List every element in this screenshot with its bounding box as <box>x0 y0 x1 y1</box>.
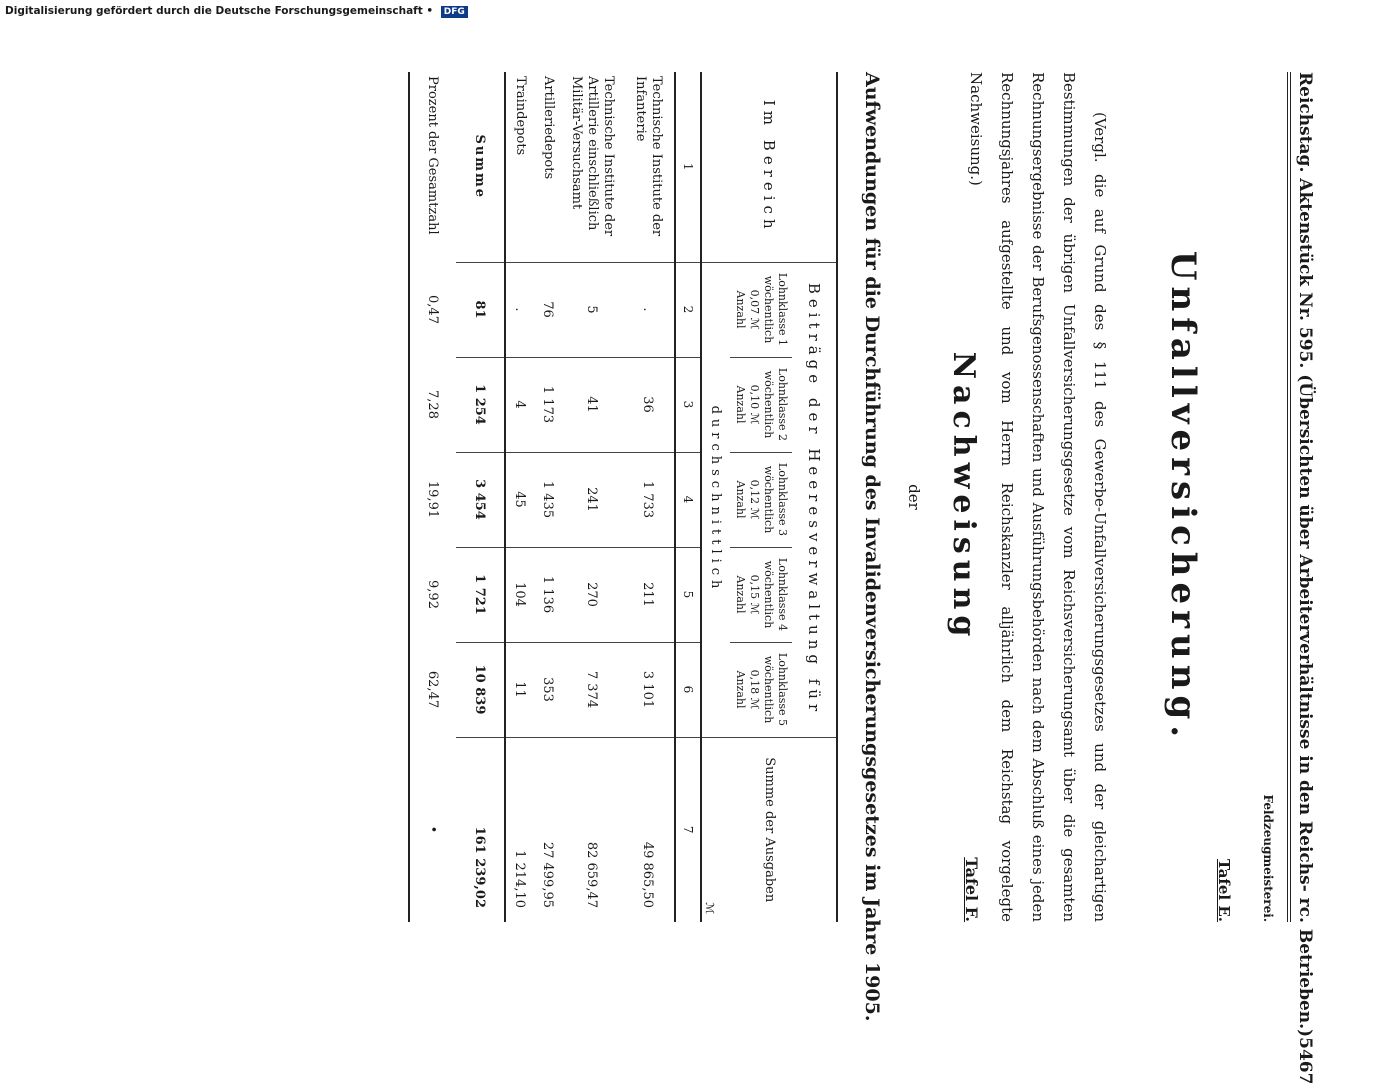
lohnklasse-freq: wöchentlich <box>762 655 775 724</box>
cell-value: 241 <box>562 452 622 547</box>
lohnklasse-freq: wöchentlich <box>762 560 775 629</box>
cell-value: 211 <box>622 547 675 642</box>
lohnklasse-name: Lohnklasse 4 <box>776 557 789 632</box>
lohnklasse-4-header <box>730 547 792 642</box>
lohnklasse-name: Lohnklasse 3 <box>776 462 789 537</box>
cell-value: . <box>622 262 675 357</box>
lohnklasse-3-header <box>730 452 792 547</box>
sum-value: 1 721 <box>456 547 505 642</box>
lohnklasse-unit: Anzahl <box>734 385 747 424</box>
cell-value: 49 865,50 <box>622 737 675 922</box>
page-number: 5467 <box>1295 1037 1315 1084</box>
col-number: 1 <box>675 72 701 262</box>
lohnklasse-name: Lohnklasse 1 <box>776 272 789 347</box>
sum-value: 1 254 <box>456 357 505 452</box>
cell-value: 45 <box>505 452 534 547</box>
col-number: 6 <box>675 642 701 737</box>
cell-value: 353 <box>534 642 562 737</box>
cell-value: 82 659,47 <box>562 737 622 922</box>
header-rule <box>1290 72 1291 922</box>
sum-value: 81 <box>456 262 505 357</box>
der-text: der <box>905 484 923 510</box>
cell-value: 1 214,10 <box>505 737 534 922</box>
cell-value: 1 435 <box>534 452 562 547</box>
main-title: Unfallversicherung. <box>1163 250 1203 744</box>
percent-row <box>409 72 456 922</box>
column-number-row <box>675 72 701 922</box>
sum-col-title: Summe der Ausgaben <box>762 757 777 903</box>
table-row <box>534 72 562 922</box>
header-rule-thin <box>1287 72 1288 922</box>
row-label: Artilleriedepots <box>541 76 556 180</box>
note-text: (Vergl. die auf Grund des § 111 des Gewerbe-Unfallversicherungsgesetzes und der gleichartigen Bestimmungen der übrigen Unfallversicherungsgesetze vom Reichsversicherungsamt über die gesamten Rechnungsergebnisse der Berufsgenossenschaften und Ausführungsbehörden nach dem Abschluß eines jeden Rechnungsjahres aufgestellte und vom Herrn Reichskanzler alljährlich dem Reichstag vorgelegte Nachweisung.) <box>967 72 1109 922</box>
cell-value: 104 <box>505 547 534 642</box>
percent-value: 62,47 <box>425 670 441 709</box>
lohnklasse-rate: 0,18 ℳ <box>748 669 761 710</box>
tafel-f-label: Tafel F. <box>962 857 981 922</box>
lohnklasse-unit: Anzahl <box>734 480 747 519</box>
lohnklasse-5-header <box>730 642 792 737</box>
group-header: Beiträge der Heeresverwaltung für <box>792 262 837 737</box>
row-label: Technische Institute der Infanterie <box>633 76 664 237</box>
lohnklasse-rate: 0,07 ℳ <box>748 289 761 330</box>
cell-value: 36 <box>622 357 675 452</box>
data-table <box>408 72 838 922</box>
lohnklasse-freq: wöchentlich <box>762 465 775 534</box>
lohnklasse-name: Lohnklasse 5 <box>776 652 789 727</box>
sum-row <box>456 72 505 922</box>
col1-header: Im Bereich <box>760 99 778 234</box>
sum-value: 161 239,02 <box>456 737 505 922</box>
lohnklasse-2-header <box>730 357 792 452</box>
page-header <box>1295 72 1315 1084</box>
percent-value: 0,47 <box>425 295 441 324</box>
lohnklasse-name: Lohnklasse 2 <box>776 367 789 442</box>
sum-col-header <box>701 737 837 922</box>
dfg-logo: DFG <box>441 6 468 18</box>
header-title: Reichstag. Aktenstück Nr. 595. (Übersichten über Arbeiterverhältnisse in den Reichs- rc. Betrieben.) <box>1295 72 1315 1038</box>
cell-value: 7 374 <box>562 642 622 737</box>
sum-value: 10 839 <box>456 642 505 737</box>
col-number: 7 <box>681 825 695 834</box>
cell-value: 11 <box>505 642 534 737</box>
row-label: Technische Institute der Artillerie einschließlich Militär-Versuchsamt <box>569 76 616 237</box>
percent-value: 7,28 <box>425 390 441 419</box>
table-subtitle: Aufwendungen für die Durchführung des Invalidenversicherungsgesetzes im Jahre 1905. <box>861 72 883 1022</box>
cell-value: 1 136 <box>534 547 562 642</box>
cell-value: 27 499,95 <box>534 737 562 922</box>
col-number: 2 <box>675 262 701 357</box>
lohnklasse-freq: wöchentlich <box>762 370 775 439</box>
lohnklasse-unit: Anzahl <box>734 670 747 709</box>
tafel-e-label: Tafel E. <box>1215 858 1233 922</box>
sum-label: Summe <box>456 72 505 262</box>
digitization-text: Digitalisierung gefördert durch die Deutsche Forschungsgemeinschaft • <box>5 5 434 17</box>
cell-value: 41 <box>562 357 622 452</box>
lohnklasse-rate: 0,10 ℳ <box>748 384 761 425</box>
lohnklasse-freq: wöchentlich <box>762 275 775 344</box>
cell-value: 3 101 <box>622 642 675 737</box>
col-number: 4 <box>675 452 701 547</box>
cell-value: 270 <box>562 547 622 642</box>
cell-value: 4 <box>505 357 534 452</box>
lohnklasse-1-header <box>730 262 792 357</box>
cell-value: 1 173 <box>534 357 562 452</box>
cell-value: 76 <box>534 262 562 357</box>
nachweisung-title: Nachweisung <box>946 351 981 643</box>
cell-value: . <box>505 262 534 357</box>
lohnklasse-rate: 0,12 ℳ <box>748 479 761 520</box>
percent-value: 19,91 <box>425 480 441 519</box>
table-row <box>622 72 675 922</box>
table-row <box>505 72 534 922</box>
col-number-7 <box>675 737 716 922</box>
row-label: Traindepots <box>513 76 528 156</box>
lohnklasse-unit: Anzahl <box>734 575 747 614</box>
cell-value: 1 733 <box>622 452 675 547</box>
table-row <box>562 72 622 922</box>
percent-label: Prozent der Gesamtzahl <box>425 76 441 235</box>
col-number: 5 <box>675 547 701 642</box>
percent-value: 9,92 <box>425 580 441 609</box>
lohnklasse-rate: 0,15 ℳ <box>748 574 761 615</box>
cell-value: 5 <box>562 262 622 357</box>
sum-value: 3 454 <box>456 452 505 547</box>
note-paragraph <box>960 72 1115 922</box>
durchschnittlich-label: durchschnittlich <box>701 262 730 737</box>
sum-col-unit: ℳ <box>703 902 716 914</box>
digitization-credit <box>5 5 468 18</box>
percent-value: • <box>425 825 441 834</box>
lohnklasse-unit: Anzahl <box>734 290 747 329</box>
section-label: Feldzeugmeisterei. <box>1261 794 1275 922</box>
col-number: 3 <box>675 357 701 452</box>
